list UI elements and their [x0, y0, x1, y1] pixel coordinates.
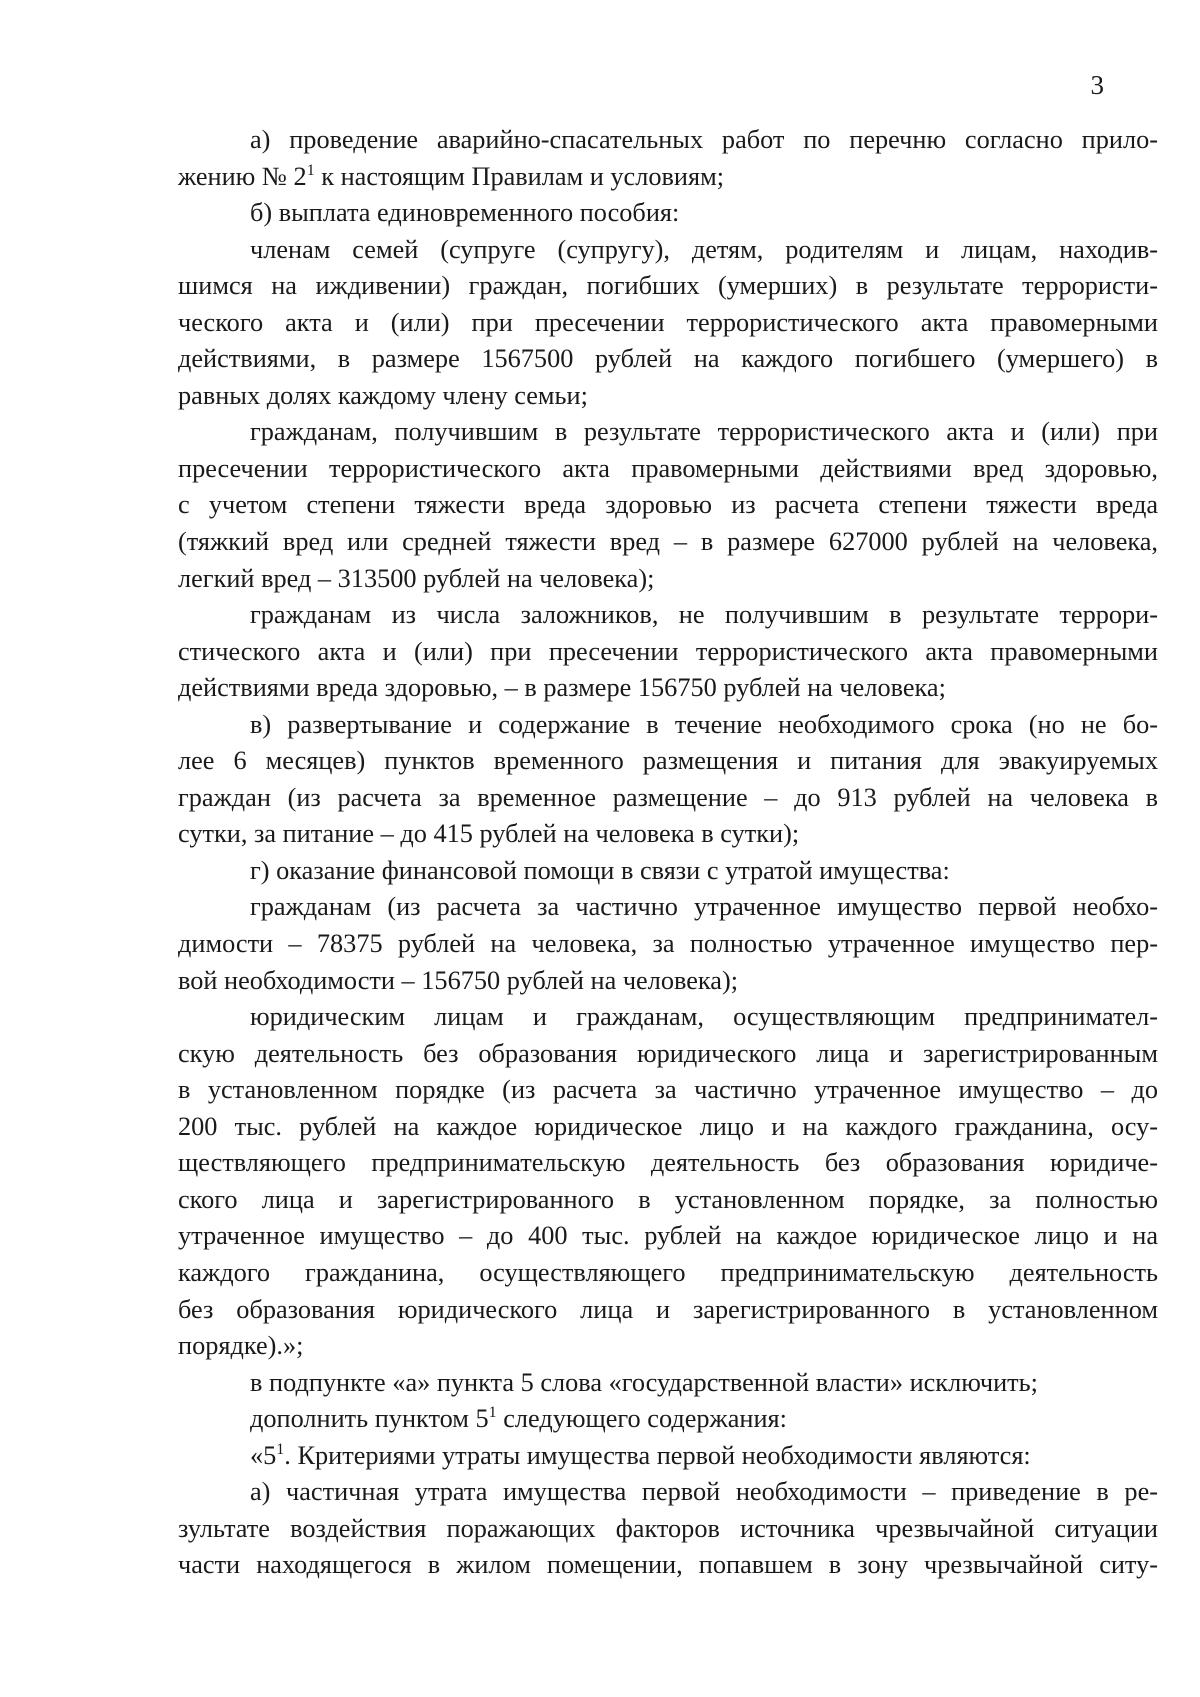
- text-line: [178, 1438, 1158, 1475]
- text-line: [178, 1182, 1158, 1219]
- text-line: [178, 1255, 1158, 1292]
- text-line: [178, 1547, 1158, 1584]
- text-line: [178, 926, 1158, 963]
- text-line: [178, 1218, 1158, 1255]
- text-line-content: граждан (из расчета за временное размещение – до 913 рублей на человека в: [178, 782, 1158, 812]
- text-line-content: вой необходимости – 156750 рублей на человека);: [178, 965, 739, 995]
- text-line-content: действиями вреда здоровью, – в размере 156750 рублей на человека;: [178, 673, 946, 703]
- text-line: [178, 414, 1158, 451]
- text-line: [178, 1328, 1158, 1365]
- text-line-content: порядке).»;: [178, 1331, 304, 1361]
- text-line: [178, 1109, 1158, 1146]
- text-line-content: утраченное имущество – до 400 тыс. рублей на каждое юридическое лицо и на: [178, 1221, 1158, 1251]
- text-line-content: а) проведение аварийно-спасательных работ по перечню согласно прило-: [250, 125, 1158, 154]
- text-line: [178, 816, 1158, 853]
- text-line-content: сутки, за питание – до 415 рублей на человека в сутки);: [178, 819, 800, 849]
- text-line-continuation: к настоящим Правилам и условиям;: [314, 161, 725, 191]
- text-line: [178, 1365, 1158, 1402]
- text-line-content: в установленном порядке (из расчета за частично утраченное имущество – до: [178, 1075, 1158, 1105]
- text-line-content: равных долях каждому члену семьи;: [178, 380, 588, 410]
- text-line-content: дополнить пунктом 5: [250, 1404, 489, 1434]
- text-line-content: лее 6 месяцев) пунктов временного размещения и питания для эвакуируемых: [178, 746, 1158, 776]
- text-line-content: ского лица и зарегистрированного в установленном порядке, за полностью: [178, 1184, 1158, 1214]
- text-line-content: 200 тыс. рублей на каждое юридическое лицо и на каждого гражданина, осу-: [178, 1111, 1158, 1141]
- text-line: [178, 963, 1158, 1000]
- text-line-content: пресечении террористического акта правомерными действиями вред здоровью,: [178, 453, 1158, 483]
- text-line: [178, 707, 1158, 744]
- text-line-content: а) частичная утрата имущества первой необходимости – приведение в ре-: [250, 1477, 1158, 1507]
- text-line-content: гражданам (из расчета за частично утраченное имущество первой необхо-: [250, 892, 1158, 922]
- page-number: 3: [1090, 70, 1104, 100]
- text-line: [178, 122, 1158, 159]
- text-line: [178, 1292, 1158, 1329]
- text-line: [178, 1072, 1158, 1109]
- text-line-content: димости – 78375 рублей на человека, за полностью утраченное имущество пер-: [178, 929, 1158, 959]
- text-line-content: (тяжкий вред или средней тяжести вред – в размере 627000 рублей на человека,: [178, 527, 1158, 557]
- text-line-content: действиями, в размере 1567500 рублей на каждого погибшего (умершего) в: [178, 344, 1158, 374]
- superscript: 1: [488, 1404, 497, 1422]
- text-line-content: каждого гражданина, осуществляющего предпринимательскую деятельность: [178, 1257, 1158, 1287]
- text-line-content: части находящегося в жилом помещении, попавшем в зону чрезвычайной ситу-: [178, 1550, 1158, 1580]
- text-line-content: в) развертывание и содержание в течение необходимого срока (но не бо-: [250, 709, 1158, 739]
- text-line: [178, 561, 1158, 598]
- text-line: [178, 670, 1158, 707]
- text-line: [178, 634, 1158, 671]
- text-line: [178, 159, 1158, 196]
- text-line-content: юридическим лицам и гражданам, осуществляющим предпринимател-: [250, 1002, 1158, 1032]
- text-line-content: шимся на иждивении) граждан, погибших (умерших) в результате террористи-: [178, 271, 1158, 301]
- text-line-content: б) выплата единовременного пособия:: [250, 198, 680, 228]
- text-line: [178, 378, 1158, 415]
- text-line-content: «5: [250, 1440, 277, 1470]
- text-line: [178, 524, 1158, 561]
- text-line-continuation: следующего содержания:: [496, 1404, 787, 1434]
- text-line: [178, 451, 1158, 488]
- text-line-content: ществляющего предпринимательскую деятельность без образования юридиче-: [178, 1148, 1158, 1178]
- text-line-content: легкий вред – 313500 рублей на человека);: [178, 563, 655, 593]
- text-line-content: гражданам, получившим в результате террористического акта и (или) при: [250, 417, 1158, 447]
- text-line: [178, 889, 1158, 926]
- text-line-content: стического акта и (или) при пресечении террористического акта правомерными: [178, 636, 1158, 666]
- text-line: [178, 195, 1158, 232]
- text-line-content: с учетом степени тяжести вреда здоровью из расчета степени тяжести вреда: [178, 490, 1158, 520]
- superscript: 1: [306, 161, 315, 179]
- text-line-content: скую деятельность без образования юридического лица и зарегистрированным: [178, 1038, 1158, 1068]
- text-line-content: гражданам из числа заложников, не получившим в результате террори-: [250, 600, 1158, 630]
- text-line: [178, 1474, 1158, 1511]
- text-line: [178, 1401, 1158, 1438]
- text-line: [178, 1036, 1158, 1073]
- text-line-content: в подпункте «а» пункта 5 слова «государственной власти» исключить;: [250, 1367, 1038, 1397]
- text-line: [178, 743, 1158, 780]
- text-line-content: жению № 2: [178, 161, 307, 191]
- text-line-content: без образования юридического лица и зарегистрированного в установленном: [178, 1294, 1158, 1324]
- text-line: [178, 268, 1158, 305]
- text-line-content: г) оказание финансовой помощи в связи с утратой имущества:: [250, 855, 950, 885]
- text-line: [178, 780, 1158, 817]
- document-body: [178, 122, 1158, 1584]
- text-line-content: ческого акта и (или) при пресечении террористического акта правомерными: [178, 307, 1158, 337]
- text-line: [178, 487, 1158, 524]
- text-line: [178, 597, 1158, 634]
- superscript: 1: [276, 1440, 285, 1458]
- text-line-content: членам семей (супруге (супругу), детям, родителям и лицам, находив-: [250, 234, 1158, 264]
- text-line: [178, 1145, 1158, 1182]
- text-line-continuation: . Критериями утраты имущества первой необходимости являются:: [284, 1440, 1031, 1470]
- text-line-content: зультате воздействия поражающих факторов источника чрезвычайной ситуации: [178, 1513, 1158, 1543]
- text-line: [178, 1511, 1158, 1548]
- text-line: [178, 305, 1158, 342]
- text-line: [178, 853, 1158, 890]
- text-line: [178, 232, 1158, 269]
- text-line: [178, 341, 1158, 378]
- text-line: [178, 999, 1158, 1036]
